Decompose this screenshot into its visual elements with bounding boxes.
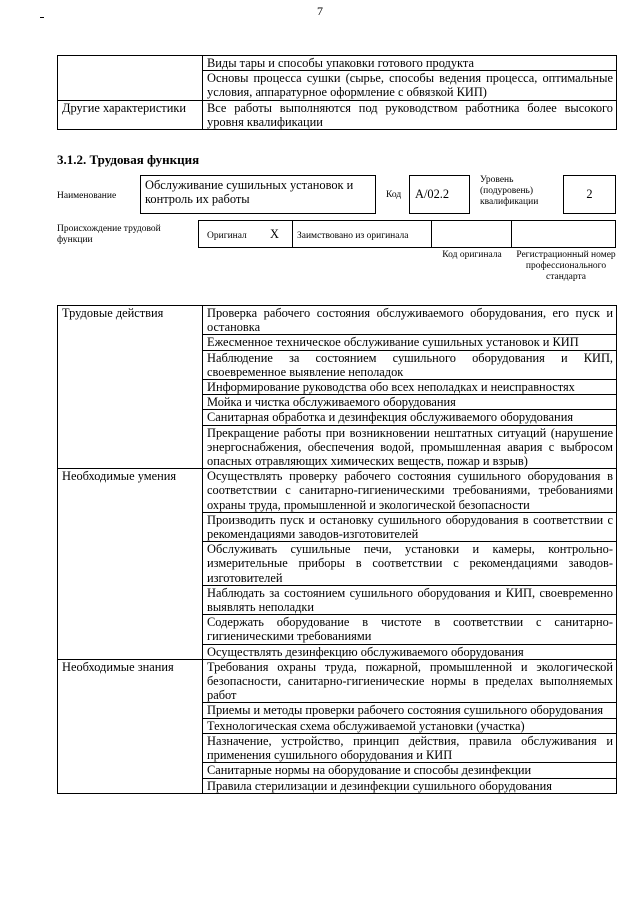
item-text: Санитарная обработка и дезинфекция обслуживаемого оборудования [203, 410, 617, 425]
group-label-continuation [58, 512, 203, 541]
group-label-continuation [58, 763, 203, 778]
table-row [58, 56, 617, 71]
item-text: Технологическая схема обслуживаемой установки (участка) [203, 718, 617, 733]
table-row [58, 644, 617, 659]
table-row [58, 410, 617, 425]
item-text: Осуществлять проверку рабочего состояния сушильного оборудования в соответствии с санитарно-гигиеническими требованиями, требованиями охраны труда, промышленной и экологической безопасности [203, 469, 617, 513]
level-value: 2 [563, 175, 616, 214]
group-label: Трудовые действия [58, 306, 203, 335]
section-title: 3.1.2. Трудовая функция [57, 152, 200, 167]
group-label-continuation [58, 733, 203, 762]
table-row [58, 778, 617, 793]
item-text: Наблюдать за состоянием сушильного оборудования и КИП, своевременно выявлять неполадки [203, 585, 617, 614]
top-table [57, 55, 617, 130]
item-text: Правила стерилизации и дезинфекции сушильного оборудования [203, 778, 617, 793]
item-text: Содержать оборудование в чистоте в соответствии с санитарно-гигиеническими требованиями [203, 615, 617, 644]
table-row [58, 659, 617, 703]
code-label: Код [386, 190, 402, 200]
group-label-continuation [58, 703, 203, 718]
table-row [58, 335, 617, 350]
row-label [58, 71, 203, 100]
main-table [57, 305, 617, 794]
table-row [58, 350, 617, 379]
table-row [58, 585, 617, 614]
group-label-continuation [58, 425, 203, 469]
table-row [58, 425, 617, 469]
borrowed-label: Заимствовано из оригинала [297, 231, 409, 241]
group-label-continuation [58, 350, 203, 379]
origin-label: Происхождение трудовой функции [57, 224, 161, 245]
group-label-continuation [58, 644, 203, 659]
item-text: Наблюдение за состоянием сушильного оборудования и КИП, своевременное выявление неполадок [203, 350, 617, 379]
item-text: Информирование руководства обо всех неполадках и неисправностях [203, 380, 617, 395]
item-text: Назначение, устройство, принцип действия, правила обслуживания и применения сушильного оборудования и КИП [203, 733, 617, 762]
group-label-continuation [58, 778, 203, 793]
group-label: Необходимые умения [58, 469, 203, 513]
row-label [58, 56, 203, 71]
group-label-continuation [58, 542, 203, 586]
registration-caption: Регистрационный номер профессионального стандарта [516, 250, 616, 282]
page-number: 7 [317, 4, 323, 18]
item-text: Ежесменное техническое обслуживание сушильных установок и КИП [203, 335, 617, 350]
table-row [58, 718, 617, 733]
name-value: Обслуживание сушильных установок и контроль их работы [140, 175, 376, 214]
table-row [58, 469, 617, 513]
table-row [58, 71, 617, 100]
table-row [58, 763, 617, 778]
item-text: Прекращение работы при возникновении нештатных ситуаций (нарушение энергоснабжения, обеспечения водой, промышленная авария с выбросом опасных отравляющих химических веществ, пожар и взрыв) [203, 425, 617, 469]
table-row [58, 306, 617, 335]
group-label-continuation [58, 410, 203, 425]
item-text: Мойка и чистка обслуживаемого оборудования [203, 395, 617, 410]
original-mark: X [270, 227, 279, 241]
original-label: Оригинал [207, 231, 247, 241]
group-label-continuation [58, 380, 203, 395]
group-label-continuation [58, 615, 203, 644]
group-label-continuation [58, 585, 203, 614]
origin-box [198, 220, 616, 248]
table-row [58, 615, 617, 644]
row-text: Виды тары и способы упаковки готового продукта [203, 56, 617, 71]
table-row [58, 380, 617, 395]
table-row [58, 395, 617, 410]
row-text: Основы процесса сушки (сырье, способы ведения процесса, оптимальные условия, аппаратурное оформление с обвязкой КИП) [203, 71, 617, 100]
group-label-continuation [58, 395, 203, 410]
level-label: Уровень (подуровень) квалификации [480, 175, 539, 207]
row-text: Все работы выполняются под руководством работника более высокого уровня квалификации [203, 100, 617, 129]
item-text: Проверка рабочего состояния обслуживаемого оборудования, его пуск и остановка [203, 306, 617, 335]
code-value: А/02.2 [409, 175, 470, 214]
item-text: Обслуживать сушильные печи, установки и камеры, контрольно-измерительные приборы в соответствии с рекомендациями заводов-изготовителей [203, 542, 617, 586]
table-row [58, 542, 617, 586]
item-text: Производить пуск и остановку сушильного оборудования в соответствии с рекомендациями заводов-изготовителей [203, 512, 617, 541]
name-label: Наименование [57, 191, 117, 201]
table-row [58, 512, 617, 541]
item-text: Требования охраны труда, пожарной, промышленной и экологической безопасности, санитарно-гигиенические нормы в пределах выполняемых работ [203, 659, 617, 703]
group-label: Необходимые знания [58, 659, 203, 703]
table-row [58, 100, 617, 129]
table-row [58, 703, 617, 718]
item-text: Санитарные нормы на оборудование и способы дезинфекции [203, 763, 617, 778]
item-text: Осуществлять дезинфекцию обслуживаемого оборудования [203, 644, 617, 659]
group-label-continuation [58, 335, 203, 350]
table-row [58, 733, 617, 762]
code-caption: Код оригинала [442, 250, 502, 260]
group-label-continuation [58, 718, 203, 733]
item-text: Приемы и методы проверки рабочего состояния сушильного оборудования [203, 703, 617, 718]
row-label: Другие характеристики [58, 100, 203, 129]
